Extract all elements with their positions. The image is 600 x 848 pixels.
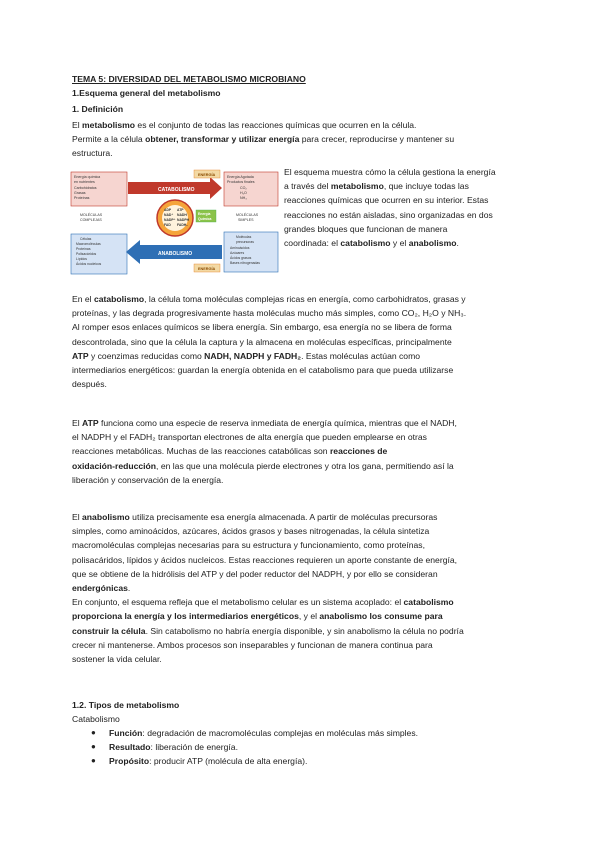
svg-text:Grasas: Grasas [74, 191, 86, 195]
catabolism-paragraph: En el catabolismo, la célula toma moléculas complejas ricas en energía, como carbohidratos, grasas y proteínas, y las degrada progresivamente hasta moléculas mucho más simples, como CO₂, H₂O y NH₃. Al romper esos enlaces químicos se libera energía. Sin embargo, esa energía no se libera de forma descontrolada, sino que la célula la captura y la almacena en moléculas específicas, principalmente ATP y coenzimas reducidas como NADH, NADPH y FADH₂. Estas moléculas actúan como intermediarios energéticos: guardan la energía obtenida en el catabolismo para que pueda utilizarse después. [72, 294, 467, 390]
svg-text:MOLÉCULAS: MOLÉCULAS [80, 213, 103, 217]
svg-text:NADP⁺: NADP⁺ [164, 218, 176, 222]
svg-text:Polisacáridos: Polisacáridos [76, 252, 97, 256]
svg-text:ENERGÍA: ENERGÍA [198, 173, 216, 177]
anabolism-label: ANABOLISMO [158, 251, 193, 257]
svg-text:NAD⁺: NAD⁺ [164, 213, 174, 217]
svg-text:Macromoléculas: Macromoléculas [76, 242, 101, 246]
svg-text:Ácidos nucleicos: Ácidos nucleicos [76, 262, 102, 266]
svg-text:Energía Agotada: Energía Agotada [227, 175, 254, 179]
bullet-list [72, 726, 532, 769]
diagram-description: El esquema muestra cómo la célula gestiona la energía a través del metabolismo, que incluye todas las reacciones químicas que ocurren en su interior. Estas reacciones no están aisladas, sino organizadas en dos grandes bloques que funcionan de manera coordinada: el catabolismo y el anabolismo. [284, 167, 496, 249]
svg-text:Proteínas: Proteínas [76, 247, 91, 251]
svg-text:NADH: NADH [177, 213, 187, 217]
svg-text:SIMPLES: SIMPLES [238, 218, 254, 222]
svg-text:Carbohidratos: Carbohidratos [74, 186, 97, 190]
list-item: ● Resultado: liberación de energía. [72, 740, 532, 754]
svg-text:en nutrientes: en nutrientes [74, 180, 95, 184]
catabolism-label: CATABOLISMO [158, 187, 195, 193]
svg-text:Energía: Energía [198, 212, 211, 216]
atp-paragraph: El ATP funciona como una especie de reserva inmediata de energía química, mientras que el NADH, el NADPH y el FADH₂ transportan electrones de alta energía que pueden emplearse en otras reacciones metabólicas. Muchas de las reacciones catabólicas son reacciones de oxidación-reducción, en las que una molécula pierde electrones y otra los gana, permitiendo así la liberación y conservación de la energía. [72, 418, 457, 485]
svg-text:Aminoácidos: Aminoácidos [230, 246, 250, 250]
svg-text:NH₃: NH₃ [240, 196, 247, 200]
subsection-heading-types: 1.2. Tipos de metabolismo [72, 700, 180, 710]
catabolismo-label: Catabolismo [72, 714, 120, 724]
svg-text:Química: Química [198, 217, 212, 221]
svg-text:H₂O: H₂O [240, 191, 247, 195]
list-item: ● Función: degradación de macromoléculas complejas en moléculas más simples. [72, 726, 532, 740]
svg-text:MOLÉCULAS: MOLÉCULAS [236, 213, 259, 217]
svg-text:Lípidos: Lípidos [76, 257, 87, 261]
svg-text:Células: Células [80, 237, 92, 241]
svg-text:CO₂: CO₂ [240, 186, 247, 190]
svg-text:FADH₂: FADH₂ [177, 223, 188, 227]
svg-text:precursoras: precursoras [236, 240, 254, 244]
svg-text:COMPLEJAS: COMPLEJAS [80, 218, 102, 222]
list-item: ● Propósito: producir ATP (molécula de alta energía). [72, 754, 532, 768]
svg-text:Productos finales: Productos finales [227, 180, 255, 184]
anabolism-paragraph: El anabolismo utiliza precisamente esa energía almacenada. A partir de moléculas precursoras simples, como aminoácidos, azúcares, ácidos grasos y bases nitrogenadas, la célula sintetiza macromoléculas complejas necesarias para su estructura y funcionamiento, como proteínas, polisacáridos, lípidos y ácidos nucleicos. Estas reacciones requieren un aporte constante de energía, que se obtiene de la hidrólisis del ATP y del poder reductor del NADPH, y por ello se consideran endergónicas. En conjunto, el esquema refleja que el metabolismo celular es un sistema acoplado: el catabolismo proporciona la energía y los intermediarios energéticos, y el anabolismo los consume para construir la célula. Sin catabolismo no habría energía disponible, y sin anabolismo la célula no podría crecer ni mantenerse. Ambos procesos son inseparables y funcionan de manera continua para sostener la vida celular. [72, 512, 464, 665]
svg-text:NADPH: NADPH [177, 218, 190, 222]
svg-text:Ácidos grasos: Ácidos grasos [230, 256, 252, 260]
subsection-heading: 1. Definición [72, 104, 124, 114]
section-heading: 1.Esquema general del metabolismo [72, 88, 221, 98]
svg-text:Proteínas: Proteínas [74, 196, 90, 200]
svg-text:ATP: ATP [177, 208, 184, 212]
definition-paragraph: El metabolismo es el conjunto de todas las reacciones químicas que ocurren en la célula. Permite a la célula obtener, transformar y utilizar energía para crecer, reproducirse y mantener su estructura. [72, 120, 455, 159]
svg-text:Energía química: Energía química [74, 175, 101, 179]
svg-text:FAD: FAD [164, 223, 171, 227]
svg-text:ADP: ADP [164, 208, 172, 212]
svg-text:Azúcares: Azúcares [230, 251, 245, 255]
metabolism-diagram [70, 166, 280, 276]
svg-text:ENERGÍA: ENERGÍA [198, 267, 216, 271]
document-title: TEMA 5: DIVERSIDAD DEL METABOLISMO MICROBIANO [72, 74, 306, 84]
svg-text:Moléculas: Moléculas [236, 235, 252, 239]
svg-text:Bases nitrogenadas: Bases nitrogenadas [230, 261, 260, 265]
